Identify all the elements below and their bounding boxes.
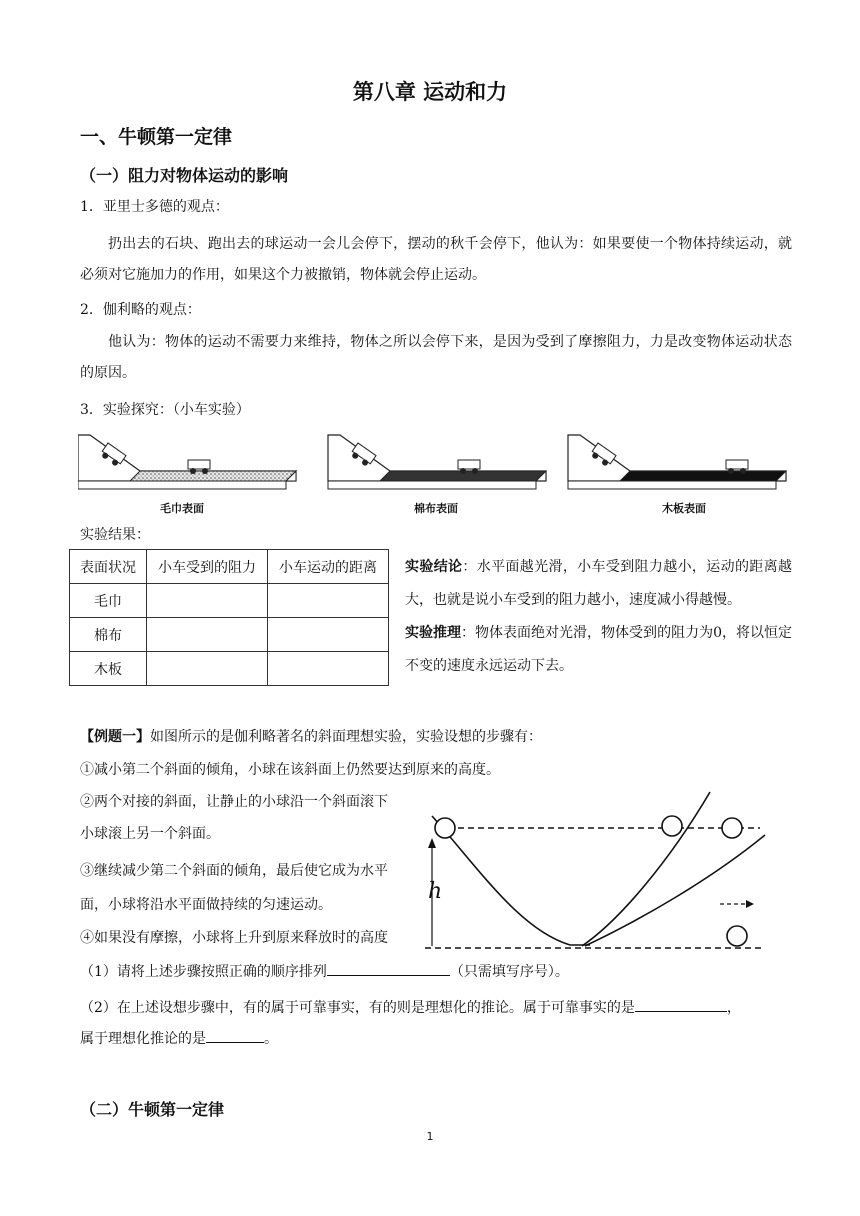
table-blank-cell[interactable]	[147, 652, 268, 686]
figure-caption-towel: 毛巾表面	[160, 502, 204, 515]
table-blank-cell[interactable]	[268, 618, 389, 652]
table-row	[70, 618, 389, 652]
page-title: 第八章 运动和力	[352, 80, 508, 104]
question-1	[80, 958, 792, 987]
item2-text: 他认为：物体的运动不需要力来维持，物体之所以会停下来，是因为受到了摩擦阻力，力是改变物体运动状态的原因。	[80, 334, 792, 381]
table-row	[70, 652, 389, 686]
example-step: ③继续减少第二个斜面的倾角，最后使它成为水平	[80, 863, 388, 879]
table-header-cell: 小车运动的距离	[268, 550, 389, 584]
example-step: ②两个对接的斜面，让静止的小球沿一个斜面滚下	[80, 794, 388, 810]
table-header-cell: 小车受到的阻力	[147, 550, 268, 584]
inference	[405, 617, 792, 683]
item3-label: 3．实验探究：（小车实验）	[80, 402, 250, 418]
table-header-cell: 表面状况	[70, 550, 147, 584]
question-1-text: （1）请将上述步骤按照正确的顺序排列	[80, 964, 327, 980]
section-heading: 一、牛顿第一定律	[80, 126, 233, 148]
example-label: 【例题一】	[80, 729, 150, 745]
example-step: ①减小第二个斜面的倾角，小球在该斜面上仍然要达到原来的高度。	[80, 762, 500, 778]
answer-blank-3[interactable]	[206, 1027, 264, 1043]
question-2-end: 。	[264, 1031, 278, 1047]
question-1-suffix: （只需填写序号）。	[449, 964, 569, 980]
figure-towel	[78, 435, 296, 489]
height-label: h	[428, 879, 443, 904]
table-header-row	[70, 550, 389, 584]
results-table	[69, 549, 389, 686]
example-step: 小球滚上另一个斜面。	[80, 826, 220, 842]
subsection-heading: （一）阻力对物体运动的影响	[80, 166, 289, 185]
conclusion-text: ：水平面越光滑，小车受到阻力越小，运动的距离越大，也就是说小车受到的阻力越小，速度减小得越慢。	[405, 559, 793, 608]
table-cell: 木板	[70, 652, 147, 686]
example-intro	[80, 723, 792, 752]
answer-blank-2[interactable]	[635, 996, 727, 1012]
question-2-comma: ，	[726, 1000, 741, 1016]
result-label: 实验结果：	[80, 527, 150, 543]
table-cell: 棉布	[70, 618, 147, 652]
example-step: ④如果没有摩擦，小球将上升到原来释放时的高度	[80, 930, 388, 946]
table-row	[70, 584, 389, 618]
inference-text: ：物体表面绝对光滑，物体受到的阻力为0，将以恒定不变的速度永远运动下去。	[405, 625, 793, 674]
item2-label: 2．伽利略的观点：	[80, 302, 201, 318]
conclusion-block	[405, 551, 792, 683]
conclusion	[405, 551, 792, 617]
example-intro-text: 如图所示的是伽利略著名的斜面理想实验，实验设想的步骤有：	[150, 729, 542, 745]
inference-label: 实验推理	[405, 625, 462, 641]
figure-caption-wood: 木板表面	[662, 502, 706, 515]
question-2-text-b: 属于理想化推论的是	[80, 1031, 206, 1047]
conclusion-label: 实验结论	[405, 559, 463, 575]
table-blank-cell[interactable]	[268, 652, 389, 686]
question-2-text: （2）在上述设想步骤中，有的属于可靠事实，有的则是理想化的推论。属于可靠事实的是	[80, 1000, 635, 1016]
item1-text: 扔出去的石块、跑出去的球运动一会儿会停下，摆动的秋千会停下，他认为：如果要使一个物体持续运动，就必须对它施加力的作用，如果这个力被撤销，物体就会停止运动。	[80, 236, 792, 283]
figure-wood	[568, 435, 786, 489]
answer-blank-1[interactable]	[327, 960, 450, 976]
figure-cotton	[328, 435, 546, 489]
question-2	[80, 994, 792, 1023]
galileo-diagram	[420, 790, 770, 950]
page-number: 1	[426, 1130, 434, 1143]
table-blank-cell[interactable]	[268, 584, 389, 618]
subsection-heading-2: （二）牛顿第一定律	[80, 1100, 225, 1119]
item1-label: 1．亚里士多德的观点：	[80, 199, 229, 215]
table-blank-cell[interactable]	[147, 584, 268, 618]
table-blank-cell[interactable]	[147, 618, 268, 652]
example-step: 面，小球将沿水平面做持续的匀速运动。	[80, 897, 332, 913]
question-2-cont	[80, 1025, 792, 1054]
table-cell: 毛巾	[70, 584, 147, 618]
figure-caption-cotton: 棉布表面	[414, 502, 458, 515]
